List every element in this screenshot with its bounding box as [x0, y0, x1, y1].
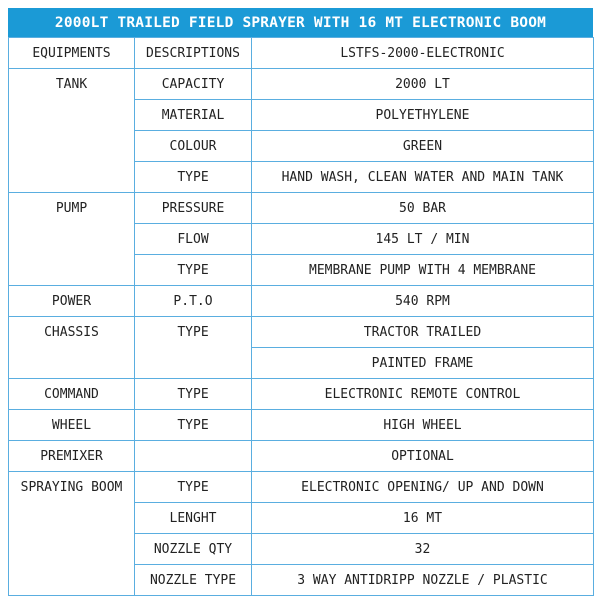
equipment-cell: POWER	[9, 286, 135, 317]
spec-table-body	[9, 38, 594, 596]
value-cell: OPTIONAL	[252, 441, 594, 472]
description-cell: FLOW	[135, 224, 252, 255]
header-equipments: EQUIPMENTS	[9, 38, 135, 69]
description-cell: LENGHT	[135, 503, 252, 534]
equipment-cell: SPRAYING BOOM	[9, 472, 135, 596]
value-cell: PAINTED FRAME	[252, 348, 594, 379]
spec-table	[8, 37, 594, 596]
spec-row	[9, 193, 594, 224]
value-cell: 145 LT / MIN	[252, 224, 594, 255]
description-cell: MATERIAL	[135, 100, 252, 131]
value-cell: HIGH WHEEL	[252, 410, 594, 441]
spec-row	[9, 441, 594, 472]
description-cell: TYPE	[135, 379, 252, 410]
header-row	[9, 38, 594, 69]
header-model: LSTFS-2000-ELECTRONIC	[252, 38, 594, 69]
description-cell: TYPE	[135, 162, 252, 193]
spec-sheet	[8, 8, 593, 598]
description-cell: TYPE	[135, 410, 252, 441]
value-cell: 32	[252, 534, 594, 565]
value-cell: 16 MT	[252, 503, 594, 534]
description-cell: P.T.O	[135, 286, 252, 317]
header-descriptions: DESCRIPTIONS	[135, 38, 252, 69]
value-cell: GREEN	[252, 131, 594, 162]
equipment-cell: CHASSIS	[9, 317, 135, 379]
description-cell: NOZZLE QTY	[135, 534, 252, 565]
spec-row	[9, 286, 594, 317]
value-cell: 2000 LT	[252, 69, 594, 100]
spec-row	[9, 410, 594, 441]
spec-title: 2000LT TRAILED FIELD SPRAYER WITH 16 MT ELECTRONIC BOOM	[8, 8, 593, 37]
value-cell: POLYETHYLENE	[252, 100, 594, 131]
value-cell: 540 RPM	[252, 286, 594, 317]
value-cell: ELECTRONIC OPENING/ UP AND DOWN	[252, 472, 594, 503]
equipment-cell: PUMP	[9, 193, 135, 286]
equipment-cell: COMMAND	[9, 379, 135, 410]
spec-row	[9, 69, 594, 100]
equipment-cell: TANK	[9, 69, 135, 193]
description-cell	[135, 441, 252, 472]
equipment-cell: WHEEL	[9, 410, 135, 441]
description-cell: TYPE	[135, 317, 252, 379]
spec-row	[9, 379, 594, 410]
value-cell: MEMBRANE PUMP WITH 4 MEMBRANE	[252, 255, 594, 286]
description-cell: PRESSURE	[135, 193, 252, 224]
equipment-cell: PREMIXER	[9, 441, 135, 472]
description-cell: NOZZLE TYPE	[135, 565, 252, 596]
value-cell: 3 WAY ANTIDRIPP NOZZLE / PLASTIC	[252, 565, 594, 596]
value-cell: TRACTOR TRAILED	[252, 317, 594, 348]
description-cell: COLOUR	[135, 131, 252, 162]
description-cell: TYPE	[135, 255, 252, 286]
value-cell: HAND WASH, CLEAN WATER AND MAIN TANK	[252, 162, 594, 193]
spec-row	[9, 317, 594, 348]
value-cell: 50 BAR	[252, 193, 594, 224]
description-cell: TYPE	[135, 472, 252, 503]
description-cell: CAPACITY	[135, 69, 252, 100]
spec-row	[9, 472, 594, 503]
value-cell: ELECTRONIC REMOTE CONTROL	[252, 379, 594, 410]
